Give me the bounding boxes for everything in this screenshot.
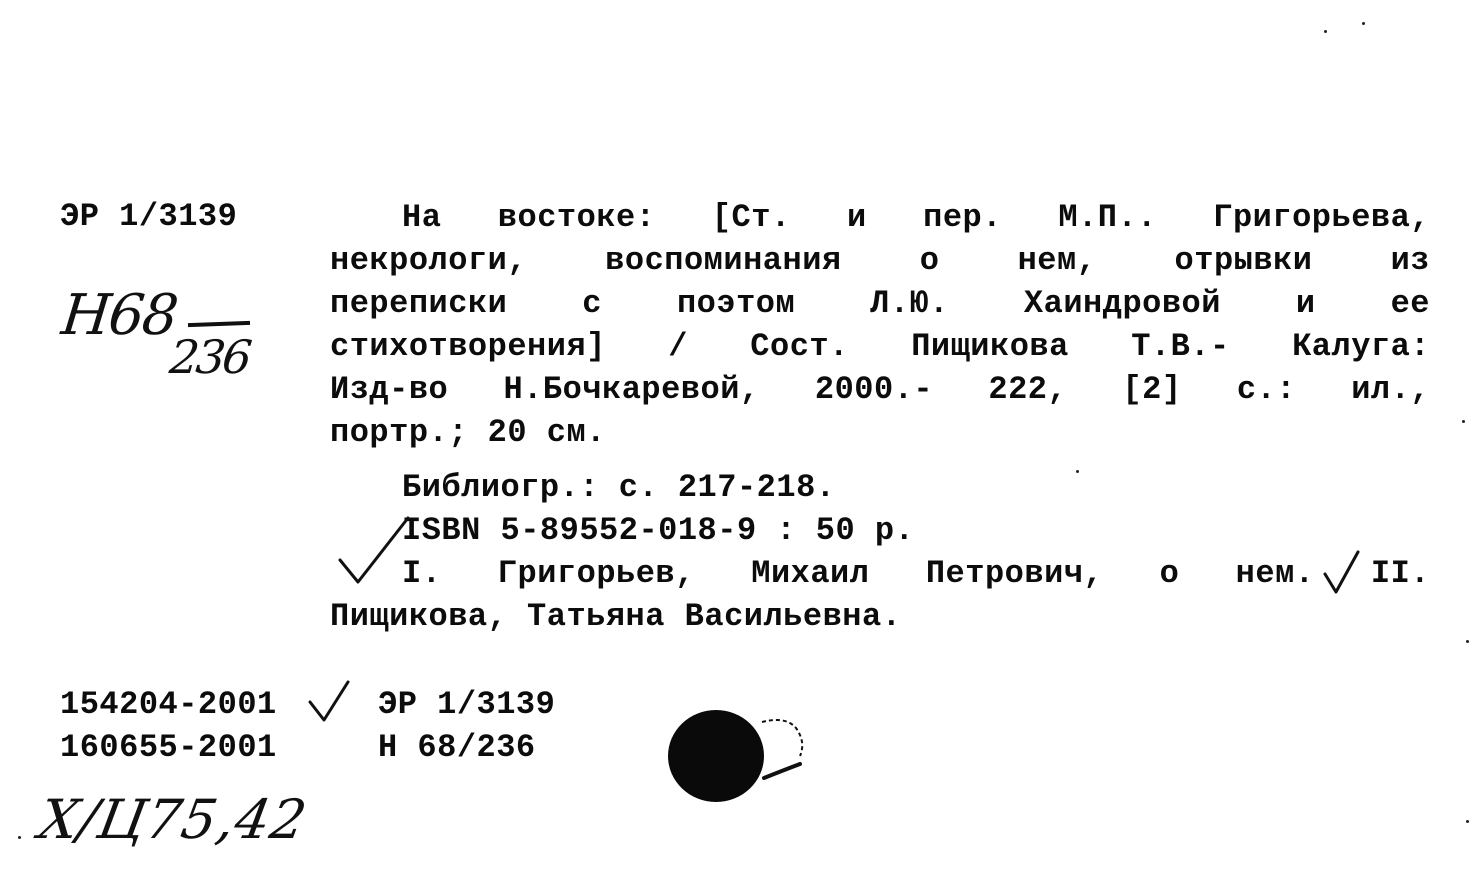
scan-speck — [1362, 22, 1365, 25]
inventory-number: 154204-2001 — [60, 686, 277, 723]
inventory-row — [60, 683, 555, 726]
notes — [402, 466, 1430, 552]
inventory-list — [60, 683, 555, 769]
description-line: Изд-во Н.Бочкаревой, 2000.- 222, [2] с.: ил., — [330, 371, 1430, 408]
description-line: портр.; 20 см. — [330, 414, 606, 451]
handwritten-fraction-line — [188, 321, 250, 327]
description-line: стихотворения] / Сост. Пищикова Т.В.- Калуга: — [330, 328, 1430, 365]
isbn-line: ISBN 5-89552-018-9 : 50 р. — [402, 512, 915, 549]
handwritten-shelf-bottom: 236 — [167, 330, 252, 384]
tracings — [330, 552, 1430, 638]
scan-speck — [1466, 640, 1469, 643]
bibliography-note: Библиогр.: с. 217-218. — [402, 469, 836, 506]
scan-speck — [1462, 420, 1465, 423]
inventory-shelf: Н 68/236 — [378, 729, 536, 766]
tracing-line: I. Григорьев, Михаил Петрович, о нем. II. — [402, 555, 1430, 592]
inventory-row — [60, 726, 555, 769]
scan-speck — [1324, 30, 1327, 33]
ink-blot-tail — [760, 716, 810, 786]
shelf-mark: ЭР 1/3139 — [60, 198, 238, 235]
check-mark-icon — [336, 512, 416, 588]
scan-speck — [1466, 820, 1469, 823]
description-line: На востоке: [Ст. и пер. М.П.. Григорьева, — [402, 199, 1430, 236]
ink-blot — [668, 710, 764, 802]
scan-speck — [18, 836, 21, 839]
description-line: переписки с поэтом Л.Ю. Хаиндровой и ее — [330, 285, 1430, 322]
description-line: некрологи, воспоминания о нем, отрывки из — [330, 242, 1430, 279]
check-mark-icon — [1322, 548, 1362, 598]
handwritten-shelf-top: Н68 — [58, 283, 180, 348]
inventory-shelf: ЭР 1/3139 — [378, 686, 556, 723]
handwritten-classification: Х/Ц75,42 — [34, 788, 312, 851]
bibliographic-description — [330, 196, 1430, 454]
inventory-number: 160655-2001 — [60, 729, 277, 766]
tracing-line: Пищикова, Татьяна Васильевна. — [330, 598, 902, 635]
scan-speck — [1076, 470, 1079, 473]
